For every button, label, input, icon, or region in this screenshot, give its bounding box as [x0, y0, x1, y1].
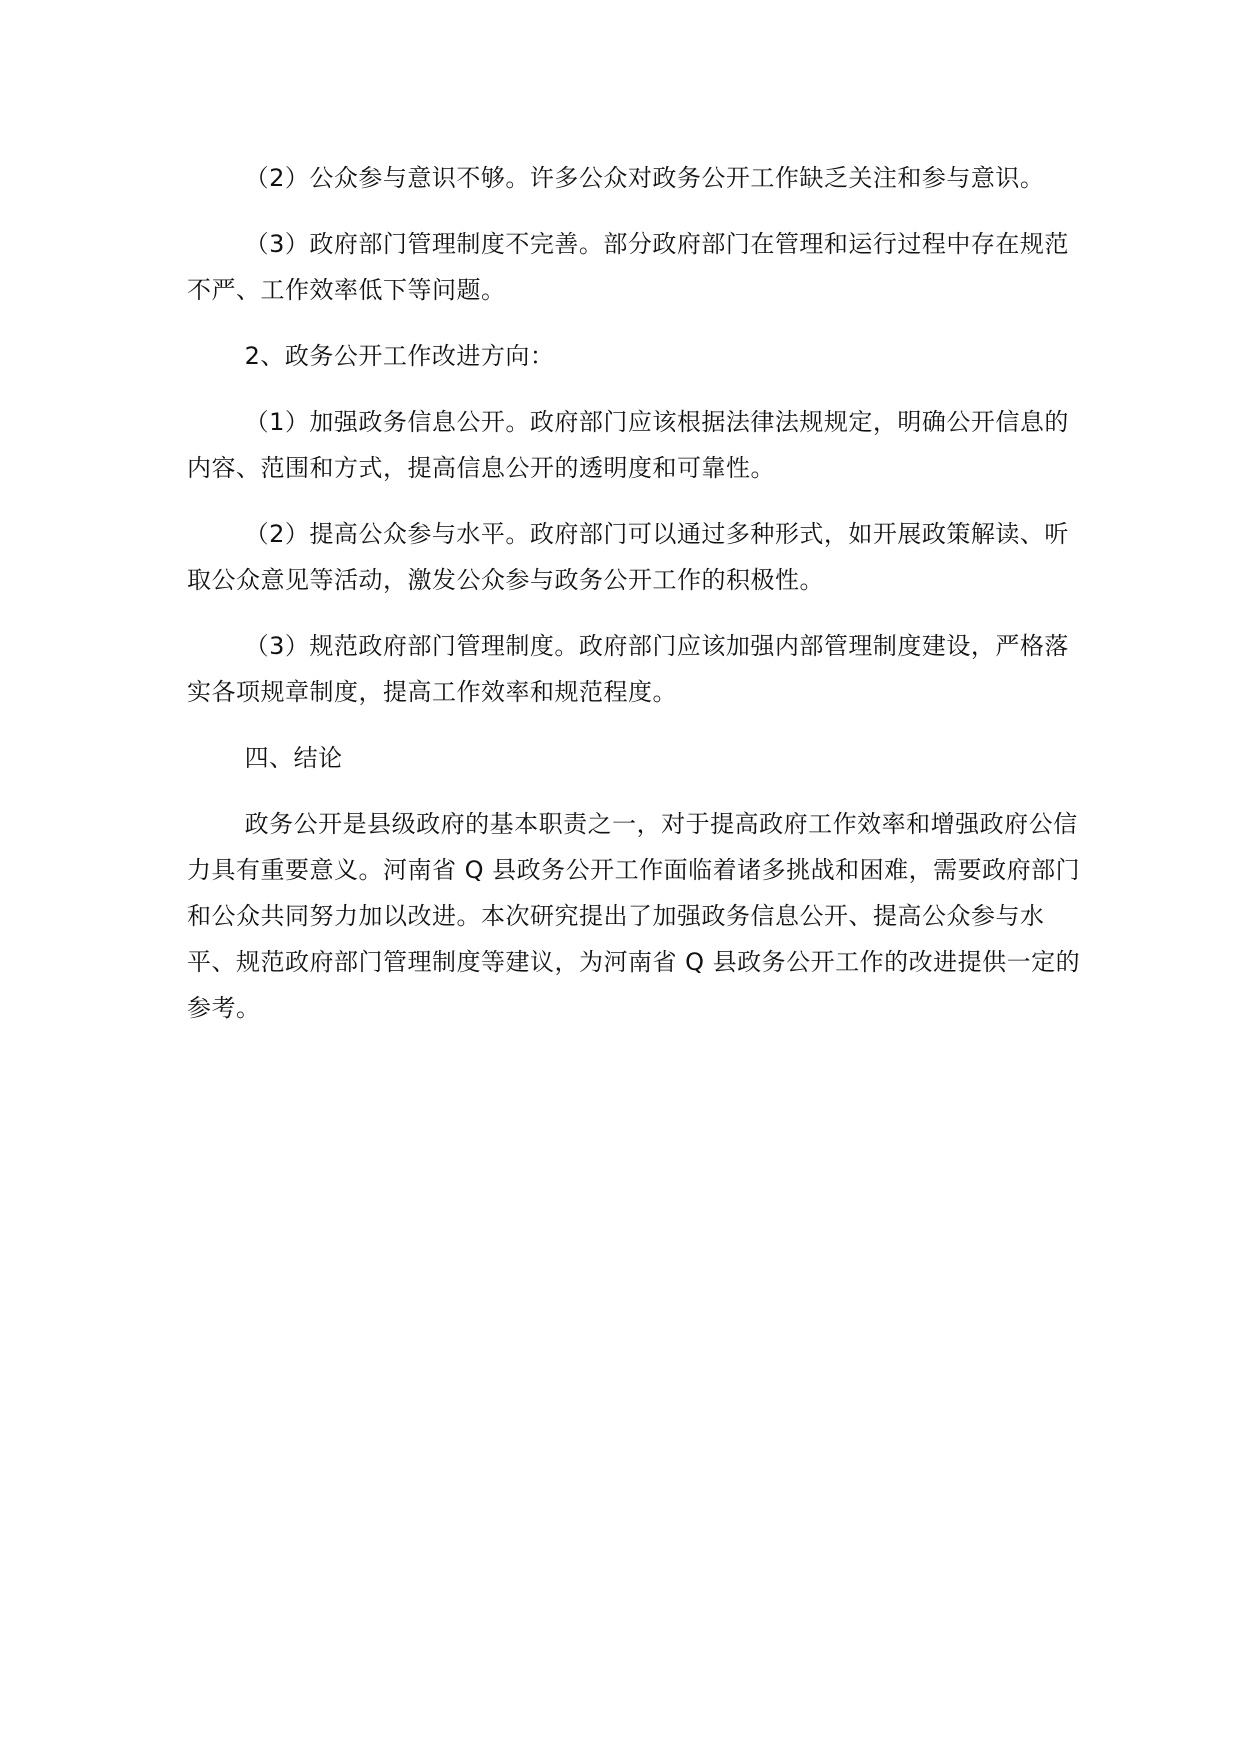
paragraph-management-system-issue: （3）政府部门管理制度不完善。部分政府部门在管理和运行过程中存在规范不严、工作效率低下等问题。 [187, 230, 1069, 304]
paragraph-improve-participation: （2）提高公众参与水平。政府部门可以通过多种形式，如开展政策解读、听取公众意见等活动，激发公众参与政务公开工作的积极性。 [187, 520, 1069, 594]
section-heading-conclusion: 四、结论 [244, 744, 343, 772]
paragraph-public-participation-issue: （2）公众参与意识不够。许多公众对政务公开工作缺乏关注和参与意识。 [244, 164, 1045, 192]
paragraph-strengthen-disclosure: （1）加强政务信息公开。政府部门应该根据法律法规规定，明确公开信息的内容、范围和方式，提高信息公开的透明度和可靠性。 [187, 408, 1069, 482]
section-heading-improvement-directions: 2、政务公开工作改进方向： [244, 342, 555, 370]
document-body [187, 155, 1087, 1051]
paragraph-standardize-management: （3）规范政府部门管理制度。政府部门应该加强内部管理制度建设，严格落实各项规章制度，提高工作效率和规范程度。 [187, 632, 1069, 706]
paragraph-conclusion: 政务公开是县级政府的基本职责之一，对于提高政府工作效率和增强政府公信力具有重要意义。河南省 Q 县政务公开工作面临着诸多挑战和困难，需要政府部门和公众共同努力加以改进。本次研究提出了加强政务信息公开、提高公众参与水平、规范政府部门管理制度等建议，为河南省 Q 县政务公开工作的改进提供一定的参考。 [187, 810, 1081, 1022]
